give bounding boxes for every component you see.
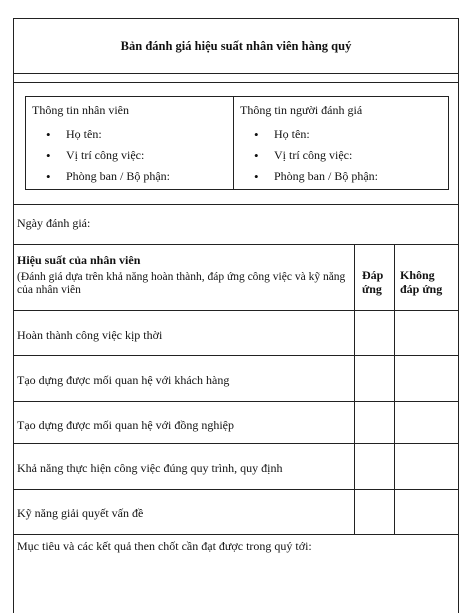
divider (14, 244, 458, 245)
criterion-row: Tạo dựng được mối quan hệ với khách hàng (17, 373, 230, 387)
column-not-meets: Không đáp ứng (400, 268, 443, 296)
info-table (25, 96, 449, 190)
employee-info (26, 97, 234, 189)
employee-info-list (32, 124, 170, 187)
criterion-row: Hoàn thành công việc kịp thời (17, 328, 163, 342)
goals-label: Mục tiêu và các kết quả then chốt cần đạt được trong quý tới: (17, 539, 312, 553)
performance-subheading: (Đánh giá dựa trên khả năng hoàn thành, đáp ứng công việc và kỹ năng của nhân viên (17, 271, 346, 296)
evaluator-department-field: • Phòng ban / Bộ phận: (240, 166, 378, 187)
column-divider (354, 244, 355, 534)
column-divider (394, 244, 395, 534)
divider (14, 310, 458, 311)
employee-position-field: • Vị trí công việc: (32, 145, 170, 166)
evaluation-date-label: Ngày đánh giá: (17, 216, 91, 230)
criterion-row: Kỹ năng giải quyết vấn đề (17, 506, 144, 520)
column-meets: Đáp ứng (362, 268, 384, 296)
criterion-row: Khả năng thực hiện công việc đúng quy trình, quy định (17, 461, 283, 475)
divider (14, 355, 458, 356)
criterion-row: Tạo dựng được mối quan hệ với đồng nghiệp (17, 418, 234, 432)
evaluator-position-field: • Vị trí công việc: (240, 145, 378, 166)
evaluator-info-list (240, 124, 378, 187)
evaluator-info (234, 97, 448, 189)
performance-heading: Hiệu suất của nhân viên (17, 253, 141, 267)
divider (14, 204, 458, 205)
evaluator-info-heading: Thông tin người đánh giá (240, 103, 363, 117)
divider (14, 401, 458, 402)
divider (14, 82, 458, 83)
performance-header (17, 253, 353, 297)
employee-info-heading: Thông tin nhân viên (32, 103, 129, 117)
evaluator-name-field: • Họ tên: (240, 124, 378, 145)
employee-department-field: • Phòng ban / Bộ phận: (32, 166, 170, 187)
evaluation-form (13, 18, 459, 613)
divider (14, 534, 458, 535)
employee-name-field: • Họ tên: (32, 124, 170, 145)
form-title: Bản đánh giá hiệu suất nhân viên hàng quý (120, 38, 352, 53)
divider (14, 73, 458, 74)
divider (14, 443, 458, 444)
divider (14, 489, 458, 490)
